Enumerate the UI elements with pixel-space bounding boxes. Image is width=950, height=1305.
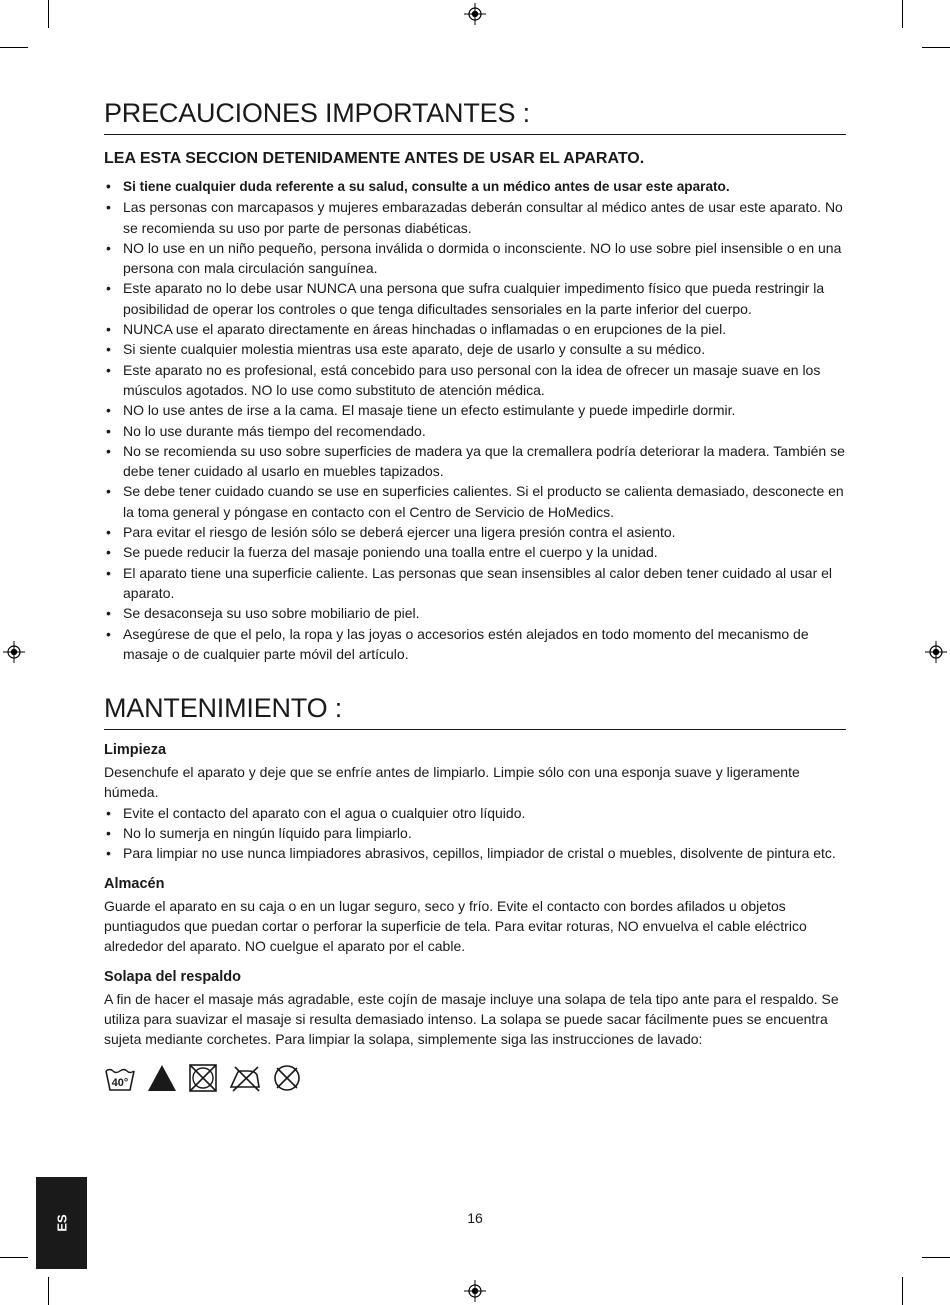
crop-mark [48,0,49,28]
list-item: • Las personas con marcapasos y mujeres embarazadas deberán consultar al médico antes de usar este aparato. No se recomienda su uso por parte de personas diabéticas. [104,197,846,238]
registration-mark-icon [464,3,486,25]
precautions-subtitle: LEA ESTA SECCION DETENIDAMENTE ANTES DE USAR EL APARATO. [104,150,645,167]
wash-40-icon [104,1065,136,1093]
list-item: • El aparato tiene una superficie caliente. Las personas que sean insensibles al calor deben tener cuidado al usar el aparato. [104,563,846,604]
list-item: • Se desaconseja su uso sobre mobiliario de piel. [104,603,846,623]
storage-text: Guarde el aparato en su caja o en un lugar seguro, seco y frío. Evite el contacto con bordes afilados u objetos puntiagudos que puedan cortar o perforar la superficie de tela. Para evitar roturas, NO envuelva el cable eléctrico alrededor del aparato. NO cuelgue el aparato por el cable. [104,897,807,955]
list-item: • No lo sumerja en ningún líquido para limpiarlo. [104,823,846,843]
registration-mark-icon [3,641,25,663]
list-item: • NUNCA use el aparato directamente en áreas hinchadas o inflamadas o en erupciones de la piel. [104,319,846,339]
list-item: • Se debe tener cuidado cuando se use en superficies calientes. Si el producto se calienta demasiado, desconecte en la toma general y póngase en contacto con el Centro de Servicio de HoMedics. [104,481,846,522]
crop-mark [902,1277,903,1305]
flap-text: A fin de hacer el masaje más agradable, este cojín de masaje incluye una solapa de tela tipo ante para el respaldo. Se utiliza para suavizar el masaje si resulta demasiado intenso. La solapa se puede sacar fácilmente pues se encuentra sujeta mediante corchetes. Para limpiar la solapa, simplemente siga las instrucciones de lavado: [104,990,839,1048]
crop-mark [922,47,950,48]
list-item: • Para limpiar no use nunca limpiadores abrasivos, cepillos, limpiador de cristal o muebles, disolvente de pintura etc. [104,843,846,863]
page-number: 16 [467,1210,483,1226]
maintenance-title: MANTENIMIENTO : [104,691,846,730]
list-item: • Se puede reducir la fuerza del masaje poniendo una toalla entre el cuerpo y la unidad. [104,542,846,562]
list-item: • Si siente cualquier molestia mientras usa este aparato, deje de usarlo y consulte a su médico. [104,339,846,359]
storage-heading: Almacén [104,875,165,892]
list-item: • NO lo use antes de irse a la cama. El masaje tiene un efecto estimulante y puede impedirle dormir. [104,400,846,420]
registration-mark-icon [925,641,947,663]
flap-heading: Solapa del respaldo [104,968,241,985]
cleaning-list [104,803,846,864]
list-item: • Asegúrese de que el pelo, la ropa y las joyas o accesorios estén alejados en todo momento del mecanismo de masaje o de cualquier parte móvil del artículo. [104,624,846,665]
cleaning-heading: Limpieza [104,742,167,759]
precautions-list [104,177,846,664]
wash-temp-label: 40° [111,1077,129,1090]
list-item: • Este aparato no es profesional, está concebido para uso personal con la idea de ofrecer un masaje suave en los músculos agotados. NO lo use como substituto de atención médica. [104,360,846,401]
list-item: • Si tiene cualquier duda referente a su salud, consulte a un médico antes de usar este aparato. [104,177,846,197]
registration-mark-icon [464,1280,486,1302]
precautions-title: PRECAUCIONES IMPORTANTES : [104,96,846,135]
language-tab-label: ES [54,1214,69,1232]
list-item: • Para evitar el riesgo de lesión sólo se deberá ejercer una ligera presión contra el asiento. [104,522,846,542]
crop-mark [922,1257,950,1258]
cleaning-intro: Desenchufe el aparato y deje que se enfríe antes de limpiarlo. Limpie sólo con una esponja suave y ligeramente húmeda. [104,764,800,801]
no-iron-icon [228,1063,262,1093]
list-item: • No se recomienda su uso sobre superficies de madera ya que la cremallera podría deteriorar la madera. También se debe tener cuidado al usarlo en muebles tapizados. [104,441,846,482]
list-item: • Evite el contacto del aparato con el agua o cualquier otro líquido. [104,803,846,823]
list-item: • NO lo use en un niño pequeño, persona inválida o dormida o inconsciente. NO lo use sobre piel insensible o en una persona con mala circulación sanguínea. [104,238,846,279]
crop-mark [48,1277,49,1305]
no-dry-clean-icon [272,1063,302,1093]
no-tumble-dry-icon [188,1063,218,1093]
crop-mark [902,0,903,28]
care-instructions [104,1063,846,1093]
bleach-triangle-icon [146,1063,178,1093]
list-item: • Este aparato no lo debe usar NUNCA una persona que sufra cualquier impedimento físico que pueda restringir la posibilidad de operar los controles o que tenga dificultades sensoriales en la parte inferior del cuerpo. [104,278,846,319]
crop-mark [0,47,28,48]
page-content [104,96,846,1093]
crop-mark [0,1257,28,1258]
list-item: • No lo use durante más tiempo del recomendado. [104,421,846,441]
